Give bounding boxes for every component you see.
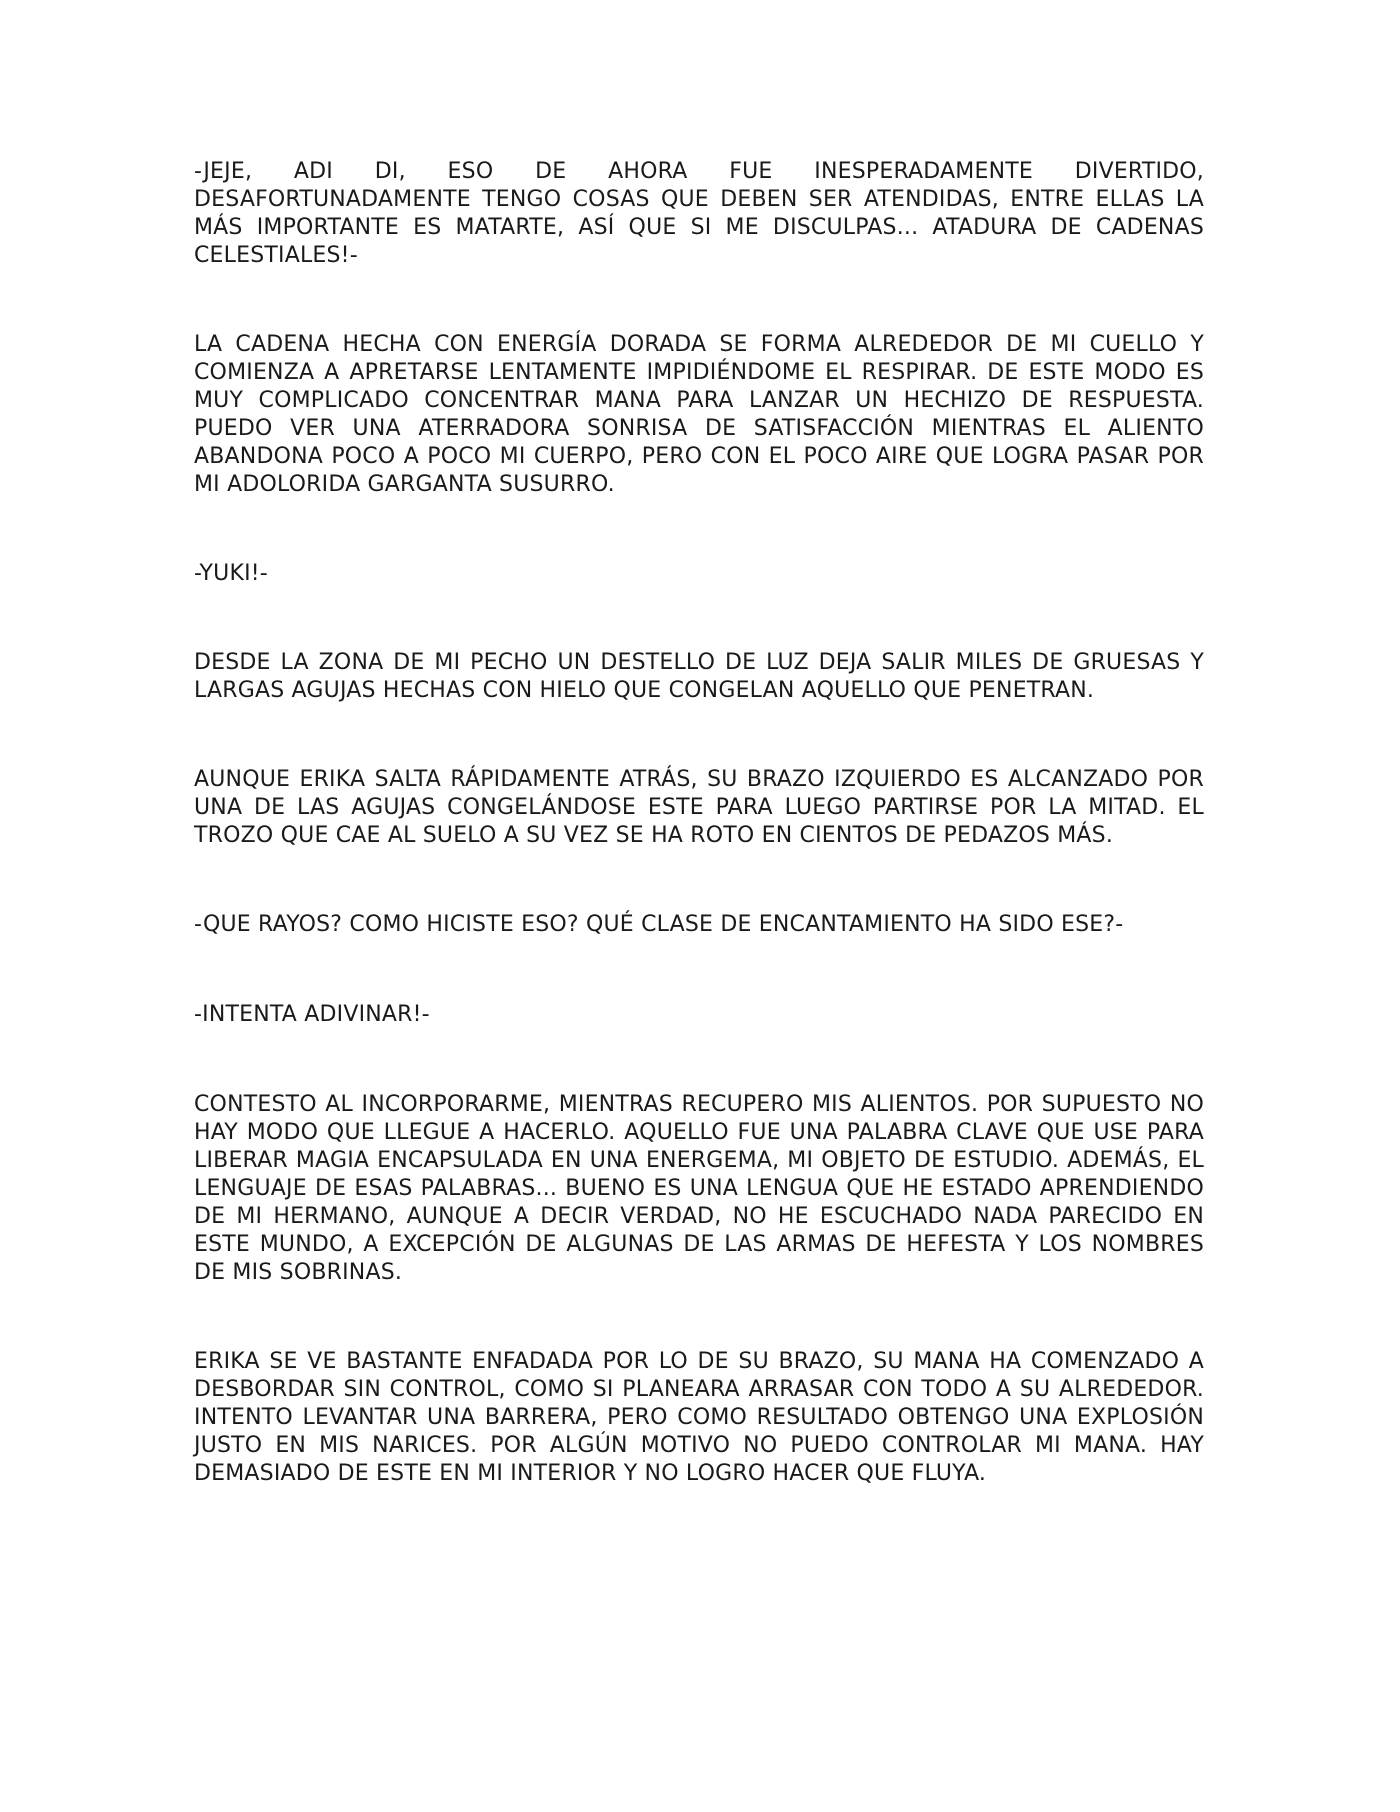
- paragraph-1: -JEJE, ADI DI, ESO DE AHORA FUE INESPERADAMENTE DIVERTIDO, DESAFORTUNADAMENTE TENGO COSAS QUE DEBEN SER ATENDIDAS, ENTRE ELLAS LA MÁS IMPORTANTE ES MATARTE, ASÍ QUE SI ME DISCULPAS... ATADURA DE CADENAS CELESTIALES!-: [194, 159, 1204, 268]
- paragraph-8: CONTESTO AL INCORPORARME, MIENTRAS RECUPERO MIS ALIENTOS. POR SUPUESTO NO HAY MODO QUE LLEGUE A HACERLO. AQUELLO FUE UNA PALABRA CLAVE QUE USE PARA LIBERAR MAGIA ENCAPSULADA EN UNA ENERGEMA, MI OBJETO DE ESTUDIO. ADEMÁS, EL LENGUAJE DE ESAS PALABRAS... BUENO ES UNA LENGUA QUE HE ESTADO APRENDIENDO DE MI HERMANO, AUNQUE A DECIR VERDAD, NO HE ESCUCHADO NADA PARECIDO EN ESTE MUNDO, A EXCEPCIÓN DE ALGUNAS DE LAS ARMAS DE HEFESTA Y LOS NOMBRES DE MIS SOBRINAS.: [194, 1092, 1204, 1285]
- paragraph-6: -QUE RAYOS? COMO HICISTE ESO? QUÉ CLASE DE ENCANTAMIENTO HA SIDO ESE?-: [194, 912, 1124, 937]
- text-body: [194, 158, 1204, 1488]
- paragraph-9: ERIKA SE VE BASTANTE ENFADADA POR LO DE SU BRAZO, SU MANA HA COMENZADO A DESBORDAR SIN CONTROL, COMO SI PLANEARA ARRASAR CON TODO A SU ALREDEDOR. INTENTO LEVANTAR UNA BARRERA, PERO COMO RESULTADO OBTENGO UNA EXPLOSIÓN JUSTO EN MIS NARICES. POR ALGÚN MOTIVO NO PUEDO CONTROLAR MI MANA. HAY DEMASIADO DE ESTE EN MI INTERIOR Y NO LOGRO HACER QUE FLUYA.: [194, 1349, 1204, 1486]
- paragraph-5: AUNQUE ERIKA SALTA RÁPIDAMENTE ATRÁS, SU BRAZO IZQUIERDO ES ALCANZADO POR UNA DE LAS AGUJAS CONGELÁNDOSE ESTE PARA LUEGO PARTIRSE POR LA MITAD. EL TROZO QUE CAE AL SUELO A SU VEZ SE HA ROTO EN CIENTOS DE PEDAZOS MÁS.: [194, 767, 1204, 848]
- paragraph-7: -INTENTA ADIVINAR!-: [194, 1002, 430, 1027]
- paragraph-2: LA CADENA HECHA CON ENERGÍA DORADA SE FORMA ALREDEDOR DE MI CUELLO Y COMIENZA A APRETARSE LENTAMENTE IMPIDIÉNDOME EL RESPIRAR. DE ESTE MODO ES MUY COMPLICADO CONCENTRAR MANA PARA LANZAR UN HECHIZO DE RESPUESTA. PUEDO VER UNA ATERRADORA SONRISA DE SATISFACCIÓN MIENTRAS EL ALIENTO ABANDONA POCO A POCO MI CUERPO, PERO CON EL POCO AIRE QUE LOGRA PASAR POR MI ADOLORIDA GARGANTA SUSURRO.: [194, 332, 1204, 497]
- paragraph-4: DESDE LA ZONA DE MI PECHO UN DESTELLO DE LUZ DEJA SALIR MILES DE GRUESAS Y LARGAS AGUJAS HECHAS CON HIELO QUE CONGELAN AQUELLO QUE PENETRAN.: [194, 650, 1204, 703]
- paragraph-3: -YUKI!-: [194, 561, 268, 586]
